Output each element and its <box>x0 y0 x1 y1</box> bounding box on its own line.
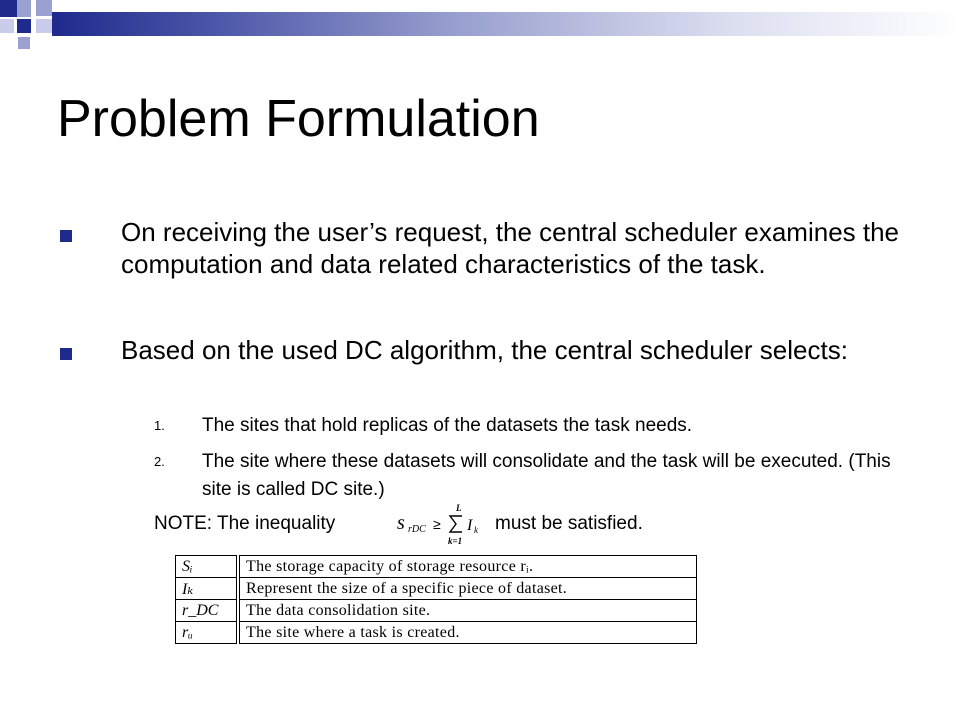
definitions-table <box>175 555 697 644</box>
bullet-marker-1 <box>60 230 72 242</box>
header-square-3 <box>36 0 52 16</box>
numbered-item-2-number: 2. <box>154 454 165 469</box>
numbered-item-1-text: The sites that hold replicas of the datasets the task needs. <box>202 415 693 436</box>
header-square-1 <box>0 0 17 17</box>
formula-op: ≥ <box>433 516 441 532</box>
table-row <box>176 600 697 622</box>
header-square-5 <box>36 19 52 33</box>
header-square-2 <box>17 0 31 17</box>
bullet-text-2: Based on the used DC algorithm, the central scheduler selects: <box>121 335 848 365</box>
sum-symbol <box>450 516 462 532</box>
page-title: Problem Formulation <box>57 90 540 148</box>
formula-sum-lower: k=1 <box>448 536 463 546</box>
note-label: NOTE: The inequality <box>154 513 336 534</box>
table-row <box>176 556 697 578</box>
definition-cell: The data consolidation site. <box>238 600 697 622</box>
definition-cell: The storage capacity of storage resource rᵢ. <box>238 556 697 578</box>
definition-cell: The site where a task is created. <box>238 622 697 644</box>
bullet-marker-2 <box>60 348 72 360</box>
formula-rhs-sub: k <box>474 525 478 535</box>
symbol-cell: Iₖ <box>176 578 239 600</box>
header-square-4 <box>17 19 31 33</box>
bullet-text-1: On receiving the user’s request, the central scheduler examines the computation and data related characteristics of the task. <box>121 217 900 279</box>
table-row <box>176 578 697 600</box>
header-gradient-bar <box>52 12 960 36</box>
note-line <box>154 503 874 546</box>
formula-rhs: I <box>467 517 473 534</box>
definition-cell: Represent the size of a specific piece of dataset. <box>238 578 697 600</box>
table-row <box>176 622 697 644</box>
formula-sum-upper: L <box>456 503 462 513</box>
header-square-6 <box>0 19 14 33</box>
symbol-cell: rᵤ <box>176 622 239 644</box>
formula-lhs: s <box>397 512 405 534</box>
formula-lhs-sub: rDC <box>408 524 426 535</box>
note-suffix: must be satisfied. <box>495 513 643 534</box>
numbered-item-1-number: 1. <box>154 418 165 433</box>
header-square-7 <box>18 37 30 49</box>
numbered-item-2-text: The site where these datasets will consolidate and the task will be executed. (This site is called DC site.) <box>202 451 891 500</box>
symbol-cell: r_DC <box>176 600 239 622</box>
inequality-formula <box>395 502 485 548</box>
symbol-cell: Sᵢ <box>176 556 239 578</box>
